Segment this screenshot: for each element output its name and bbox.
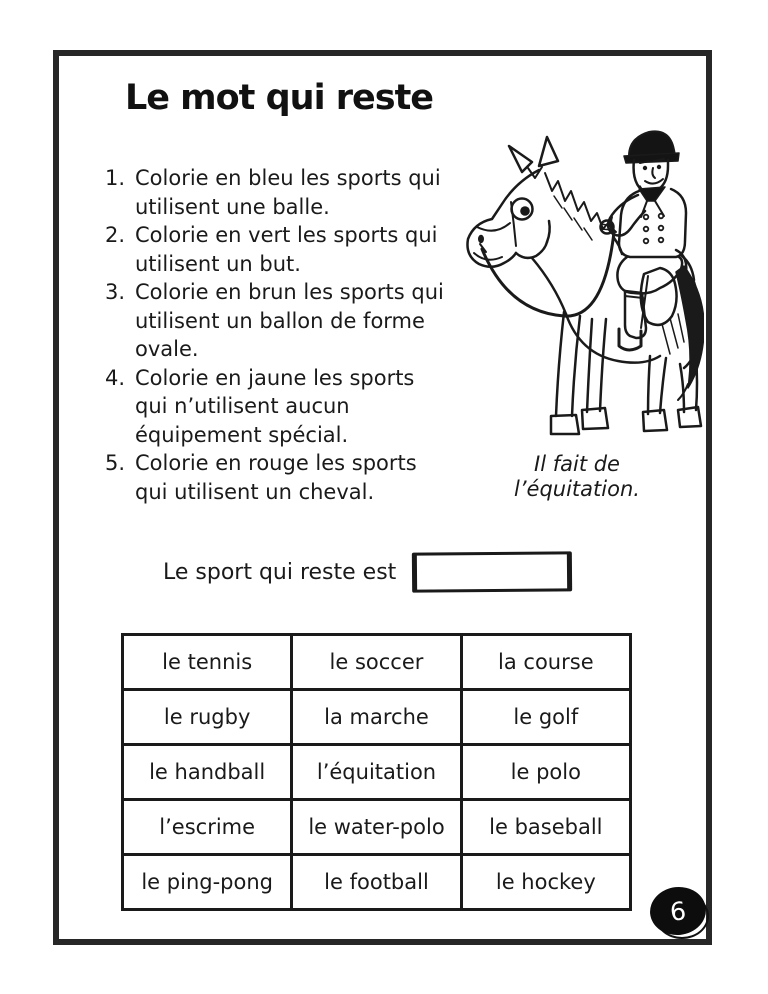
word-cell: le tennis (123, 635, 292, 690)
word-cell: le golf (461, 690, 630, 745)
word-cell: l’équitation (292, 745, 461, 800)
instruction-text: Colorie en jaune les sports qui n’utilisent aucun équipement spécial. (135, 365, 415, 447)
word-cell: le hockey (461, 855, 630, 910)
table-row (123, 855, 631, 910)
word-cell: le football (292, 855, 461, 910)
instruction-number: 1. (105, 166, 126, 190)
page-title: Le mot qui reste (124, 78, 434, 118)
table-row (123, 690, 631, 745)
word-cell: le water-polo (292, 800, 461, 855)
horse-rider-illustration (452, 116, 704, 446)
table-row (123, 635, 631, 690)
table-row (123, 745, 631, 800)
table-row (123, 800, 631, 855)
word-cell: le rugby (123, 690, 292, 745)
page-number-badge (650, 887, 706, 935)
instruction-item (105, 221, 457, 278)
word-cell: l’escrime (123, 800, 292, 855)
instruction-text: Colorie en brun les sports qui utilisent un ballon de forme ovale. (135, 280, 444, 361)
caption-line-1: Il fait de (534, 452, 620, 476)
word-cell: le baseball (461, 800, 630, 855)
worksheet-frame (53, 50, 712, 945)
instruction-text: Colorie en bleu les sports qui utilisent une balle. (135, 166, 441, 219)
word-table (121, 633, 632, 911)
instructions-list (105, 164, 457, 506)
instruction-text: Colorie en vert les sports qui utilisent un but. (135, 223, 438, 276)
word-cell: la course (461, 635, 630, 690)
answer-box[interactable] (412, 551, 572, 592)
word-cell: la marche (292, 690, 461, 745)
instruction-number: 2. (105, 223, 126, 247)
word-cell: le soccer (292, 635, 461, 690)
instruction-item (105, 449, 457, 506)
instruction-item (105, 364, 457, 450)
word-cell: le ping-pong (123, 855, 292, 910)
caption-line-2: l’équitation. (514, 477, 640, 501)
instruction-item (105, 164, 457, 221)
page-number: 6 (668, 895, 688, 927)
instruction-item (105, 278, 457, 364)
word-cell: le handball (123, 745, 292, 800)
answer-prompt-label: Le sport qui reste est (163, 559, 397, 585)
illustration-caption (467, 452, 687, 502)
word-cell: le polo (461, 745, 630, 800)
instruction-number: 5. (105, 451, 126, 475)
instruction-number: 3. (105, 280, 126, 304)
answer-row (163, 552, 572, 592)
instruction-number: 4. (105, 365, 126, 390)
instruction-text: Colorie en rouge les sports qui utilisent un cheval. (135, 451, 417, 504)
